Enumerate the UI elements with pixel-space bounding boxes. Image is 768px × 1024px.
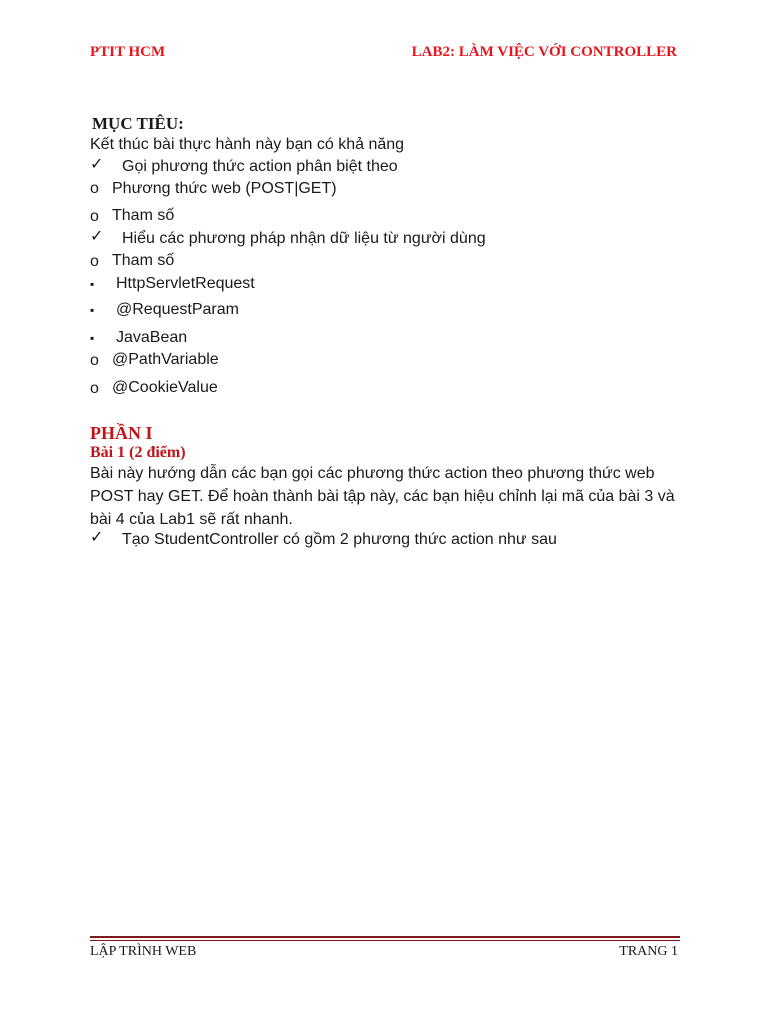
list-item: Tham số bbox=[112, 207, 175, 224]
footer-divider bbox=[90, 936, 680, 938]
header-school: PTIT HCM bbox=[90, 44, 166, 60]
footer-course: LẬP TRÌNH WEB bbox=[90, 944, 197, 959]
checkmark-icon: ✓ bbox=[90, 156, 104, 173]
checkmark-icon: ✓ bbox=[90, 228, 104, 245]
list-item: Gọi phương thức action phân biệt theo bbox=[122, 158, 398, 175]
list-item: Hiểu các phương pháp nhận dữ liệu từ người dùng bbox=[122, 230, 486, 247]
list-item: Phương thức web (POST|GET) bbox=[112, 180, 337, 197]
part-heading: PHẦN I bbox=[90, 423, 153, 443]
list-item: HttpServletRequest bbox=[116, 275, 255, 292]
footer-divider-thin bbox=[90, 940, 680, 941]
list-item: @PathVariable bbox=[112, 351, 219, 368]
exercise-description bbox=[90, 462, 680, 531]
objectives-heading: MỤC TIÊU: bbox=[92, 114, 184, 133]
square-bullet-icon: ▪ bbox=[90, 277, 95, 291]
circle-bullet-icon: o bbox=[90, 253, 99, 270]
list-item: @RequestParam bbox=[116, 301, 239, 318]
objectives-intro: Kết thúc bài thực hành này bạn có khả năng bbox=[90, 136, 405, 153]
header-lab-title: LAB2: LÀM VIỆC VỚI CONTROLLER bbox=[411, 44, 677, 60]
circle-bullet-icon: o bbox=[90, 180, 99, 197]
paragraph-line: bài 4 của Lab1 sẽ rất nhanh. bbox=[90, 511, 293, 528]
circle-bullet-icon: o bbox=[90, 380, 99, 397]
paragraph-line: POST hay GET. Để hoàn thành bài tập này, các bạn hiệu chỉnh lại mã của bài 3 và bbox=[90, 488, 675, 505]
list-item: JavaBean bbox=[116, 329, 188, 346]
square-bullet-icon: ▪ bbox=[90, 331, 95, 345]
exercise-title: Bài 1 (2 điểm) bbox=[90, 444, 186, 461]
list-item: Tham số bbox=[112, 252, 175, 269]
paragraph-line: Bài này hướng dẫn các bạn gọi các phương thức action theo phương thức web bbox=[90, 465, 655, 482]
list-item: @CookieValue bbox=[112, 379, 218, 396]
footer-page-number: TRANG 1 bbox=[619, 944, 678, 959]
circle-bullet-icon: o bbox=[90, 352, 99, 369]
task-item: Tạo StudentController có gồm 2 phương thức action như sau bbox=[122, 531, 557, 548]
square-bullet-icon: ▪ bbox=[90, 303, 95, 317]
page-header bbox=[0, 44, 768, 66]
checkmark-icon: ✓ bbox=[90, 529, 104, 546]
circle-bullet-icon: o bbox=[90, 208, 99, 225]
